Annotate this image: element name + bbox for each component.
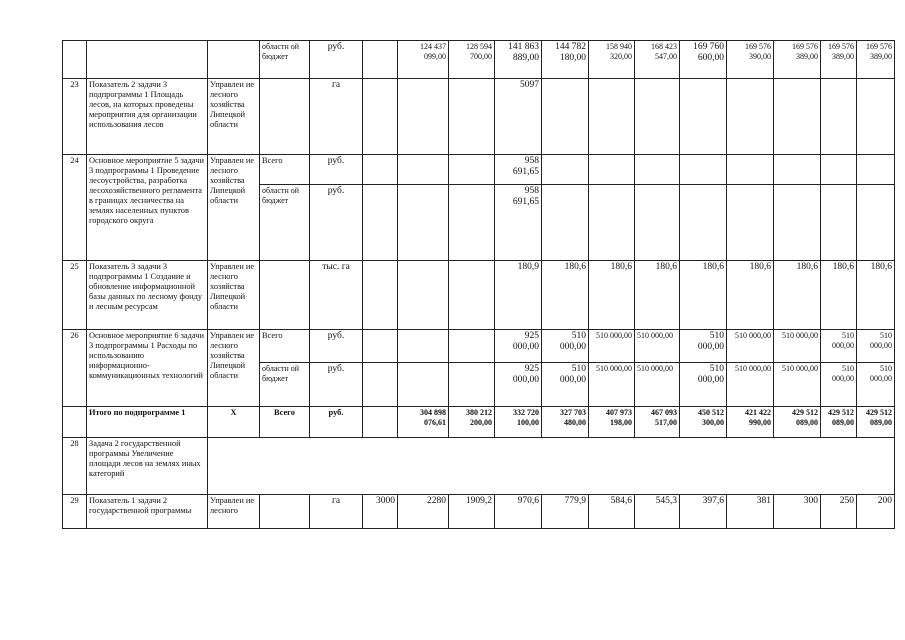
value-cell: 250 <box>821 495 857 529</box>
value-cell: 467 093 517,00 <box>635 407 680 438</box>
row-title: Основное мероприятие 5 задачи 3 подпрограммы 1 Проведение лесоустройства, разработка лесохозяйственного регламента в границах лесничества на землях населенных пунктов городского округа <box>87 155 208 261</box>
row-number: 25 <box>63 261 87 330</box>
value-cell: 169 576 389,00 <box>774 41 821 79</box>
value-cell: 180,6 <box>680 261 727 330</box>
value-cell: 510 000,00 <box>727 330 774 363</box>
unit-cell: руб. <box>310 41 363 79</box>
value-cell: 510 000,00 <box>589 330 635 363</box>
value-cell: 510 000,00 <box>680 363 727 407</box>
value-cell: 200 <box>857 495 895 529</box>
value-cell: 925 000,00 <box>495 363 542 407</box>
table-row <box>63 261 895 330</box>
value-cell: 429 512 089,00 <box>774 407 821 438</box>
value-cell: 180,6 <box>821 261 857 330</box>
value-cell: 421 422 990,00 <box>727 407 774 438</box>
value-cell: 180,6 <box>542 261 589 330</box>
value-cell: 180,6 <box>727 261 774 330</box>
value-cell: 1909,2 <box>449 495 495 529</box>
value-cell: 510 000,00 <box>821 363 857 407</box>
value-cell: 925 000,00 <box>495 330 542 363</box>
budget-type-cell: областн ой бюджет <box>260 185 310 261</box>
table-row <box>63 407 895 438</box>
executor-cell: Управлен ие лесного <box>208 495 260 529</box>
value-cell: 510 000,00 <box>774 363 821 407</box>
value-cell: 450 512 300,00 <box>680 407 727 438</box>
value-cell: 958 691,65 <box>495 185 542 261</box>
executor-cell: Управлен ие лесного хозяйства Липецкой области <box>208 79 260 155</box>
row-number: 24 <box>63 155 87 261</box>
unit-cell: руб. <box>310 155 363 185</box>
row-number: 23 <box>63 79 87 155</box>
table-row <box>63 495 895 529</box>
unit-cell: га <box>310 495 363 529</box>
value-cell: 124 437 099,00 <box>398 41 449 79</box>
value-cell: 429 512 089,00 <box>857 407 895 438</box>
value-cell: 332 720 100,00 <box>495 407 542 438</box>
row-title: Показатель 2 задачи 3 подпрограммы 1 Площадь лесов, на которых проведены мероприятия для организации использования лесов <box>87 79 208 155</box>
value-cell: 180,9 <box>495 261 542 330</box>
table-row <box>63 438 895 495</box>
row-title: Основное мероприятие 6 задачи 3 подпрограммы 1 Расходы по использованию информационно-коммуникационных технологий <box>87 330 208 407</box>
value-cell: 180,6 <box>635 261 680 330</box>
unit-cell: тыс. га <box>310 261 363 330</box>
value-cell: 2280 <box>398 495 449 529</box>
value-cell: 958 691,65 <box>495 155 542 185</box>
value-cell: 180,6 <box>857 261 895 330</box>
program-table <box>62 40 895 529</box>
value-cell: 510 000,00 <box>821 330 857 363</box>
value-cell: 510 000,00 <box>857 330 895 363</box>
value-cell: 381 <box>727 495 774 529</box>
row-title: Показатель 1 задачи 2 государственной программы <box>87 495 208 529</box>
value-cell: 169 576 389,00 <box>857 41 895 79</box>
row-number: 26 <box>63 330 87 407</box>
executor-cell: Управлен ие лесного хозяйства Липецкой области <box>208 155 260 261</box>
executor-cell: X <box>208 407 260 438</box>
value-cell: 584,6 <box>589 495 635 529</box>
row-number: 28 <box>63 438 87 495</box>
value-cell: 779,9 <box>542 495 589 529</box>
value-cell: 144 782 180,00 <box>542 41 589 79</box>
unit-cell: руб. <box>310 330 363 363</box>
row-title: Задача 2 государственной программы Увеличение площади лесов на землях иных категорий <box>87 438 208 495</box>
value-cell: 180,6 <box>589 261 635 330</box>
budget-type-cell: областн ой бюджет <box>260 363 310 407</box>
unit-cell: руб. <box>310 363 363 407</box>
value-cell: 304 898 076,61 <box>398 407 449 438</box>
value-cell: 510 000,00 <box>857 363 895 407</box>
value-cell: 510 000,00 <box>589 363 635 407</box>
value-cell: 545,3 <box>635 495 680 529</box>
value-cell: 158 940 320,00 <box>589 41 635 79</box>
budget-type-cell: Всего <box>260 330 310 363</box>
value-cell: 510 000,00 <box>774 330 821 363</box>
table-row <box>63 41 895 79</box>
value-cell: 327 703 480,00 <box>542 407 589 438</box>
table-row <box>63 155 895 185</box>
value-cell: 169 576 389,00 <box>821 41 857 79</box>
value-cell: 180,6 <box>774 261 821 330</box>
value-cell: 510 000,00 <box>635 363 680 407</box>
value-cell: 141 863 889,00 <box>495 41 542 79</box>
unit-cell: га <box>310 79 363 155</box>
value-cell: 407 973 198,00 <box>589 407 635 438</box>
value-cell: 510 000,00 <box>635 330 680 363</box>
value-cell: 397,6 <box>680 495 727 529</box>
executor-cell: Управлен ие лесного хозяйства Липецкой области <box>208 330 260 407</box>
value-cell: 510 000,00 <box>542 363 589 407</box>
value-cell: 429 512 089,00 <box>821 407 857 438</box>
value-cell: 970,6 <box>495 495 542 529</box>
value-cell: 128 594 700,00 <box>449 41 495 79</box>
value-cell: 510 000,00 <box>680 330 727 363</box>
row-title: Итого по подпрограмме 1 <box>87 407 208 438</box>
unit-cell: руб. <box>310 185 363 261</box>
value-cell: 3000 <box>363 495 398 529</box>
budget-type-cell: Всего <box>260 155 310 185</box>
budget-type-cell: областн ой бюджет <box>260 41 310 79</box>
value-cell: 5097 <box>495 79 542 155</box>
value-cell: 380 212 200,00 <box>449 407 495 438</box>
table-row <box>63 79 895 155</box>
value-cell: 510 000,00 <box>542 330 589 363</box>
executor-cell: Управлен ие лесного хозяйства Липецкой области <box>208 261 260 330</box>
value-cell: 168 423 547,00 <box>635 41 680 79</box>
unit-cell: руб. <box>310 407 363 438</box>
row-title: Показатель 3 задачи 3 подпрограммы 1 Создание и обновление информационной базы данных по лесному фонду и лесным ресурсам <box>87 261 208 330</box>
table-row <box>63 330 895 363</box>
value-cell: 300 <box>774 495 821 529</box>
row-number: 29 <box>63 495 87 529</box>
value-cell: 510 000,00 <box>727 363 774 407</box>
budget-type-cell: Всего <box>260 407 310 438</box>
value-cell: 169 760 600,00 <box>680 41 727 79</box>
value-cell: 169 576 390,00 <box>727 41 774 79</box>
